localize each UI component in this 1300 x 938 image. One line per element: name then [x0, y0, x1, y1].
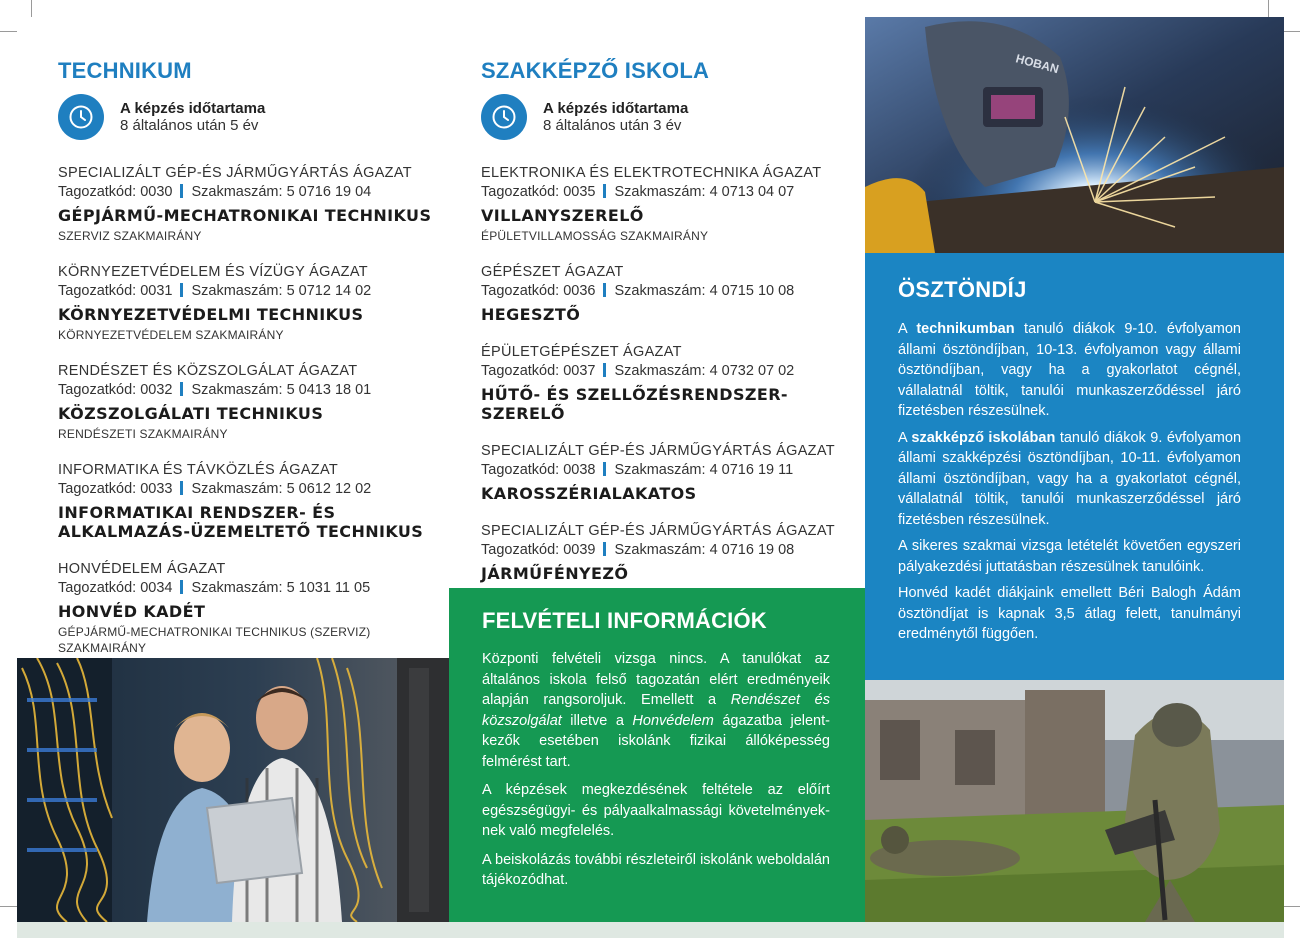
- duration-value: 8 általános után 3 év: [543, 117, 682, 134]
- profession-number: Szakmaszám: 5 1031 11 05: [191, 580, 371, 596]
- technikum-duration: [58, 94, 438, 140]
- duration-label: A képzés időtartama: [543, 100, 689, 117]
- admission-paragraph: A beiskolázás további részleteiről iskolánk weboldalán tájékozódhat.: [482, 851, 830, 888]
- bottom-strip: [17, 922, 1284, 938]
- job-title: HŰTŐ- ÉS SZELLŐZÉSRENDSZER-SZERELŐ: [481, 385, 788, 423]
- profession-number: Szakmaszám: 4 0716 19 08: [614, 542, 795, 558]
- crop-mark: [0, 906, 17, 907]
- program-codes: [58, 381, 438, 400]
- sector-name: ÉPÜLETGÉPÉSZET ÁGAZAT: [481, 344, 682, 360]
- profession-number: Szakmaszám: 5 0413 18 01: [191, 382, 372, 398]
- class-code: Tagozatkód: 0037: [481, 363, 596, 379]
- sector-name: HONVÉDELEM ÁGAZAT: [58, 561, 226, 577]
- program-codes: [481, 282, 851, 301]
- specialization: RENDÉSZETI SZAKMAIRÁNY: [58, 427, 228, 441]
- specialization: GÉPJÁRMŰ-MECHATRONIKAI TECHNIKUS (SZERVIZ) SZAKMAIRÁNY: [58, 625, 371, 655]
- program-codes: [58, 183, 438, 202]
- scholarship-paragraph: A sikeres szakmai vizsga letételét követően egyszeri pályakezdési juttatásban részesülnek tanulóink.: [898, 538, 1241, 575]
- crop-mark: [1283, 906, 1300, 907]
- profession-number: Szakmaszám: 4 0732 07 02: [614, 363, 795, 379]
- program-entry: [58, 263, 438, 343]
- class-code: Tagozatkód: 0031: [58, 283, 173, 299]
- scholarship-paragraph: A szakképző iskolában tanuló diákok 9. évfolyamon állami szakképzési ösztöndíjban, 10-11. évfolyamon állami ösztöndíjban, vagy ha a gyakorlatot cégnél, vállalatnál töltik, tanulói munkaszerződéssel járó fizetésben részesülnek.: [898, 429, 1242, 528]
- class-code: Tagozatkód: 0033: [58, 481, 173, 497]
- profession-number: Szakmaszám: 5 0716 19 04: [191, 184, 372, 200]
- scholarship-paragraph: Honvéd kadét diákjaink emellett Béri Balogh Ádám ösztöndíjat is kapnak 3,5 átlag felett, tanulmányi eredménytől függően.: [898, 585, 1241, 642]
- profession-number: Szakmaszám: 4 0716 19 11: [614, 462, 794, 478]
- scholarship-paragraph: A technikumban tanuló diákok 9-10. évfolyamon állami ösztöndíjban, 10-13. évfolyamon vagy állami ösztöndíjban, vagy ha a gyakorlatot cégnél, vállalatnál töltik, tanulói munkaszerződéssel járó fizetésben részesülnek.: [898, 321, 1241, 419]
- job-title: INFORMATIKAI RENDSZER- ÉS: [58, 503, 336, 522]
- class-code: Tagozatkód: 0032: [58, 382, 173, 398]
- program-entry: [58, 362, 438, 442]
- admission-title: FELVÉTELI INFORMÁCIÓK: [482, 608, 767, 633]
- szakkepzo-duration: [481, 94, 851, 140]
- sector-name: SPECIALIZÁLT GÉP-ÉS JÁRMŰGYÁRTÁS ÁGAZAT: [481, 443, 835, 459]
- specialization: SZERVIZ SZAKMAIRÁNY: [58, 229, 202, 243]
- crop-mark: [31, 0, 32, 17]
- sector-name: INFORMATIKA ÉS TÁVKÖZLÉS ÁGAZAT: [58, 462, 339, 478]
- program-entry: [481, 263, 851, 324]
- crop-mark: [1268, 0, 1269, 17]
- job-title: GÉPJÁRMŰ-MECHATRONIKAI TECHNIKUS: [58, 206, 432, 225]
- helmet-brand-text: HOBAN: [1014, 51, 1061, 77]
- technikum-title: TECHNIKUM: [58, 58, 192, 83]
- class-code: Tagozatkód: 0038: [481, 462, 596, 478]
- profession-number: Szakmaszám: 4 0715 10 08: [614, 283, 795, 299]
- profession-number: Szakmaszám: 5 0612 12 02: [191, 481, 372, 497]
- program-entry: [58, 461, 438, 541]
- scholarship-panel: [865, 253, 1284, 680]
- class-code: Tagozatkód: 0036: [481, 283, 596, 299]
- program-entry: [481, 343, 851, 423]
- class-code: Tagozatkód: 0039: [481, 542, 596, 558]
- technikum-section: [58, 58, 438, 675]
- sector-name: GÉPÉSZET ÁGAZAT: [481, 264, 624, 280]
- job-title-line2: ALKALMAZÁS-ÜZEMELTETŐ TECHNIKUS: [58, 522, 424, 541]
- admission-paragraph: Központi felvételi vizsga nincs. A tanulókat az általános iskola felső tagozatán elért eredményeik alapján rangsoroljuk. Emellett a Rendészet és közszolgálat illetve a Honvédelem ágazatba jelentkezők esetében iskolánk fizikai állóképesség felmérést tart.: [482, 651, 830, 770]
- class-code: Tagozatkód: 0034: [58, 580, 173, 596]
- specialization: KÖRNYEZETVÉDELEM SZAKMAIRÁNY: [58, 328, 284, 342]
- szakkepzo-section: [481, 58, 851, 602]
- sector-name: ELEKTRONIKA ÉS ELEKTROTECHNIKA ÁGAZAT: [481, 165, 822, 181]
- specialization: ÉPÜLETVILLAMOSSÁG SZAKMAIRÁNY: [481, 229, 709, 243]
- job-title: HEGESZTŐ: [481, 305, 581, 324]
- job-title: JÁRMŰFÉNYEZŐ: [481, 564, 629, 583]
- crop-mark: [1283, 31, 1300, 32]
- sector-name: KÖRNYEZETVÉDELEM ÉS VÍZÜGY ÁGAZAT: [58, 264, 368, 280]
- it-technicians-photo: [17, 658, 449, 922]
- welder-photo: [865, 17, 1284, 253]
- job-title: KÖRNYEZETVÉDELMI TECHNIKUS: [58, 305, 364, 324]
- class-code: Tagozatkód: 0035: [481, 184, 596, 200]
- job-title: VILLANYSZERELŐ: [481, 206, 644, 225]
- szakkepzo-title: SZAKKÉPZŐ ISKOLA: [481, 58, 710, 83]
- sector-name: SPECIALIZÁLT GÉP-ÉS JÁRMŰGYÁRTÁS ÁGAZAT: [58, 165, 412, 181]
- duration-value: 8 általános után 5 év: [120, 117, 259, 134]
- program-codes: [58, 282, 438, 301]
- sector-name: SPECIALIZÁLT GÉP-ÉS JÁRMŰGYÁRTÁS ÁGAZAT: [481, 523, 835, 539]
- program-entry: [58, 164, 438, 244]
- program-entry: [481, 522, 851, 583]
- program-entry: [481, 442, 851, 503]
- job-title: KÖZSZOLGÁLATI TECHNIKUS: [58, 404, 324, 423]
- program-codes: [481, 183, 851, 202]
- soldiers-photo: [865, 680, 1284, 922]
- clock-icon: [58, 94, 104, 140]
- duration-label: A képzés időtartama: [120, 100, 266, 117]
- program-codes: [58, 480, 438, 499]
- profession-number: Szakmaszám: 4 0713 04 07: [614, 184, 795, 200]
- program-codes: [481, 362, 851, 381]
- class-code: Tagozatkód: 0030: [58, 184, 173, 200]
- crop-mark: [0, 31, 17, 32]
- program-codes: [58, 579, 438, 598]
- sector-name: RENDÉSZET ÉS KÖZSZOLGÁLAT ÁGAZAT: [58, 363, 358, 379]
- program-entry: [481, 164, 851, 244]
- job-title: HONVÉD KADÉT: [58, 602, 206, 621]
- program-codes: [481, 541, 851, 560]
- admission-paragraph: A képzések megkezdésének feltétele az előírt egészségügyi- és pályaalkalmassági követelményeknek való megfelelés.: [482, 782, 830, 839]
- admission-info-panel: [449, 588, 865, 922]
- program-codes: [481, 461, 851, 480]
- job-title: KAROSSZÉRIALAKATOS: [481, 484, 697, 503]
- profession-number: Szakmaszám: 5 0712 14 02: [191, 283, 372, 299]
- program-entry: [58, 560, 438, 656]
- scholarship-title: ÖSZTÖNDÍJ: [898, 277, 1027, 302]
- clock-icon: [481, 94, 527, 140]
